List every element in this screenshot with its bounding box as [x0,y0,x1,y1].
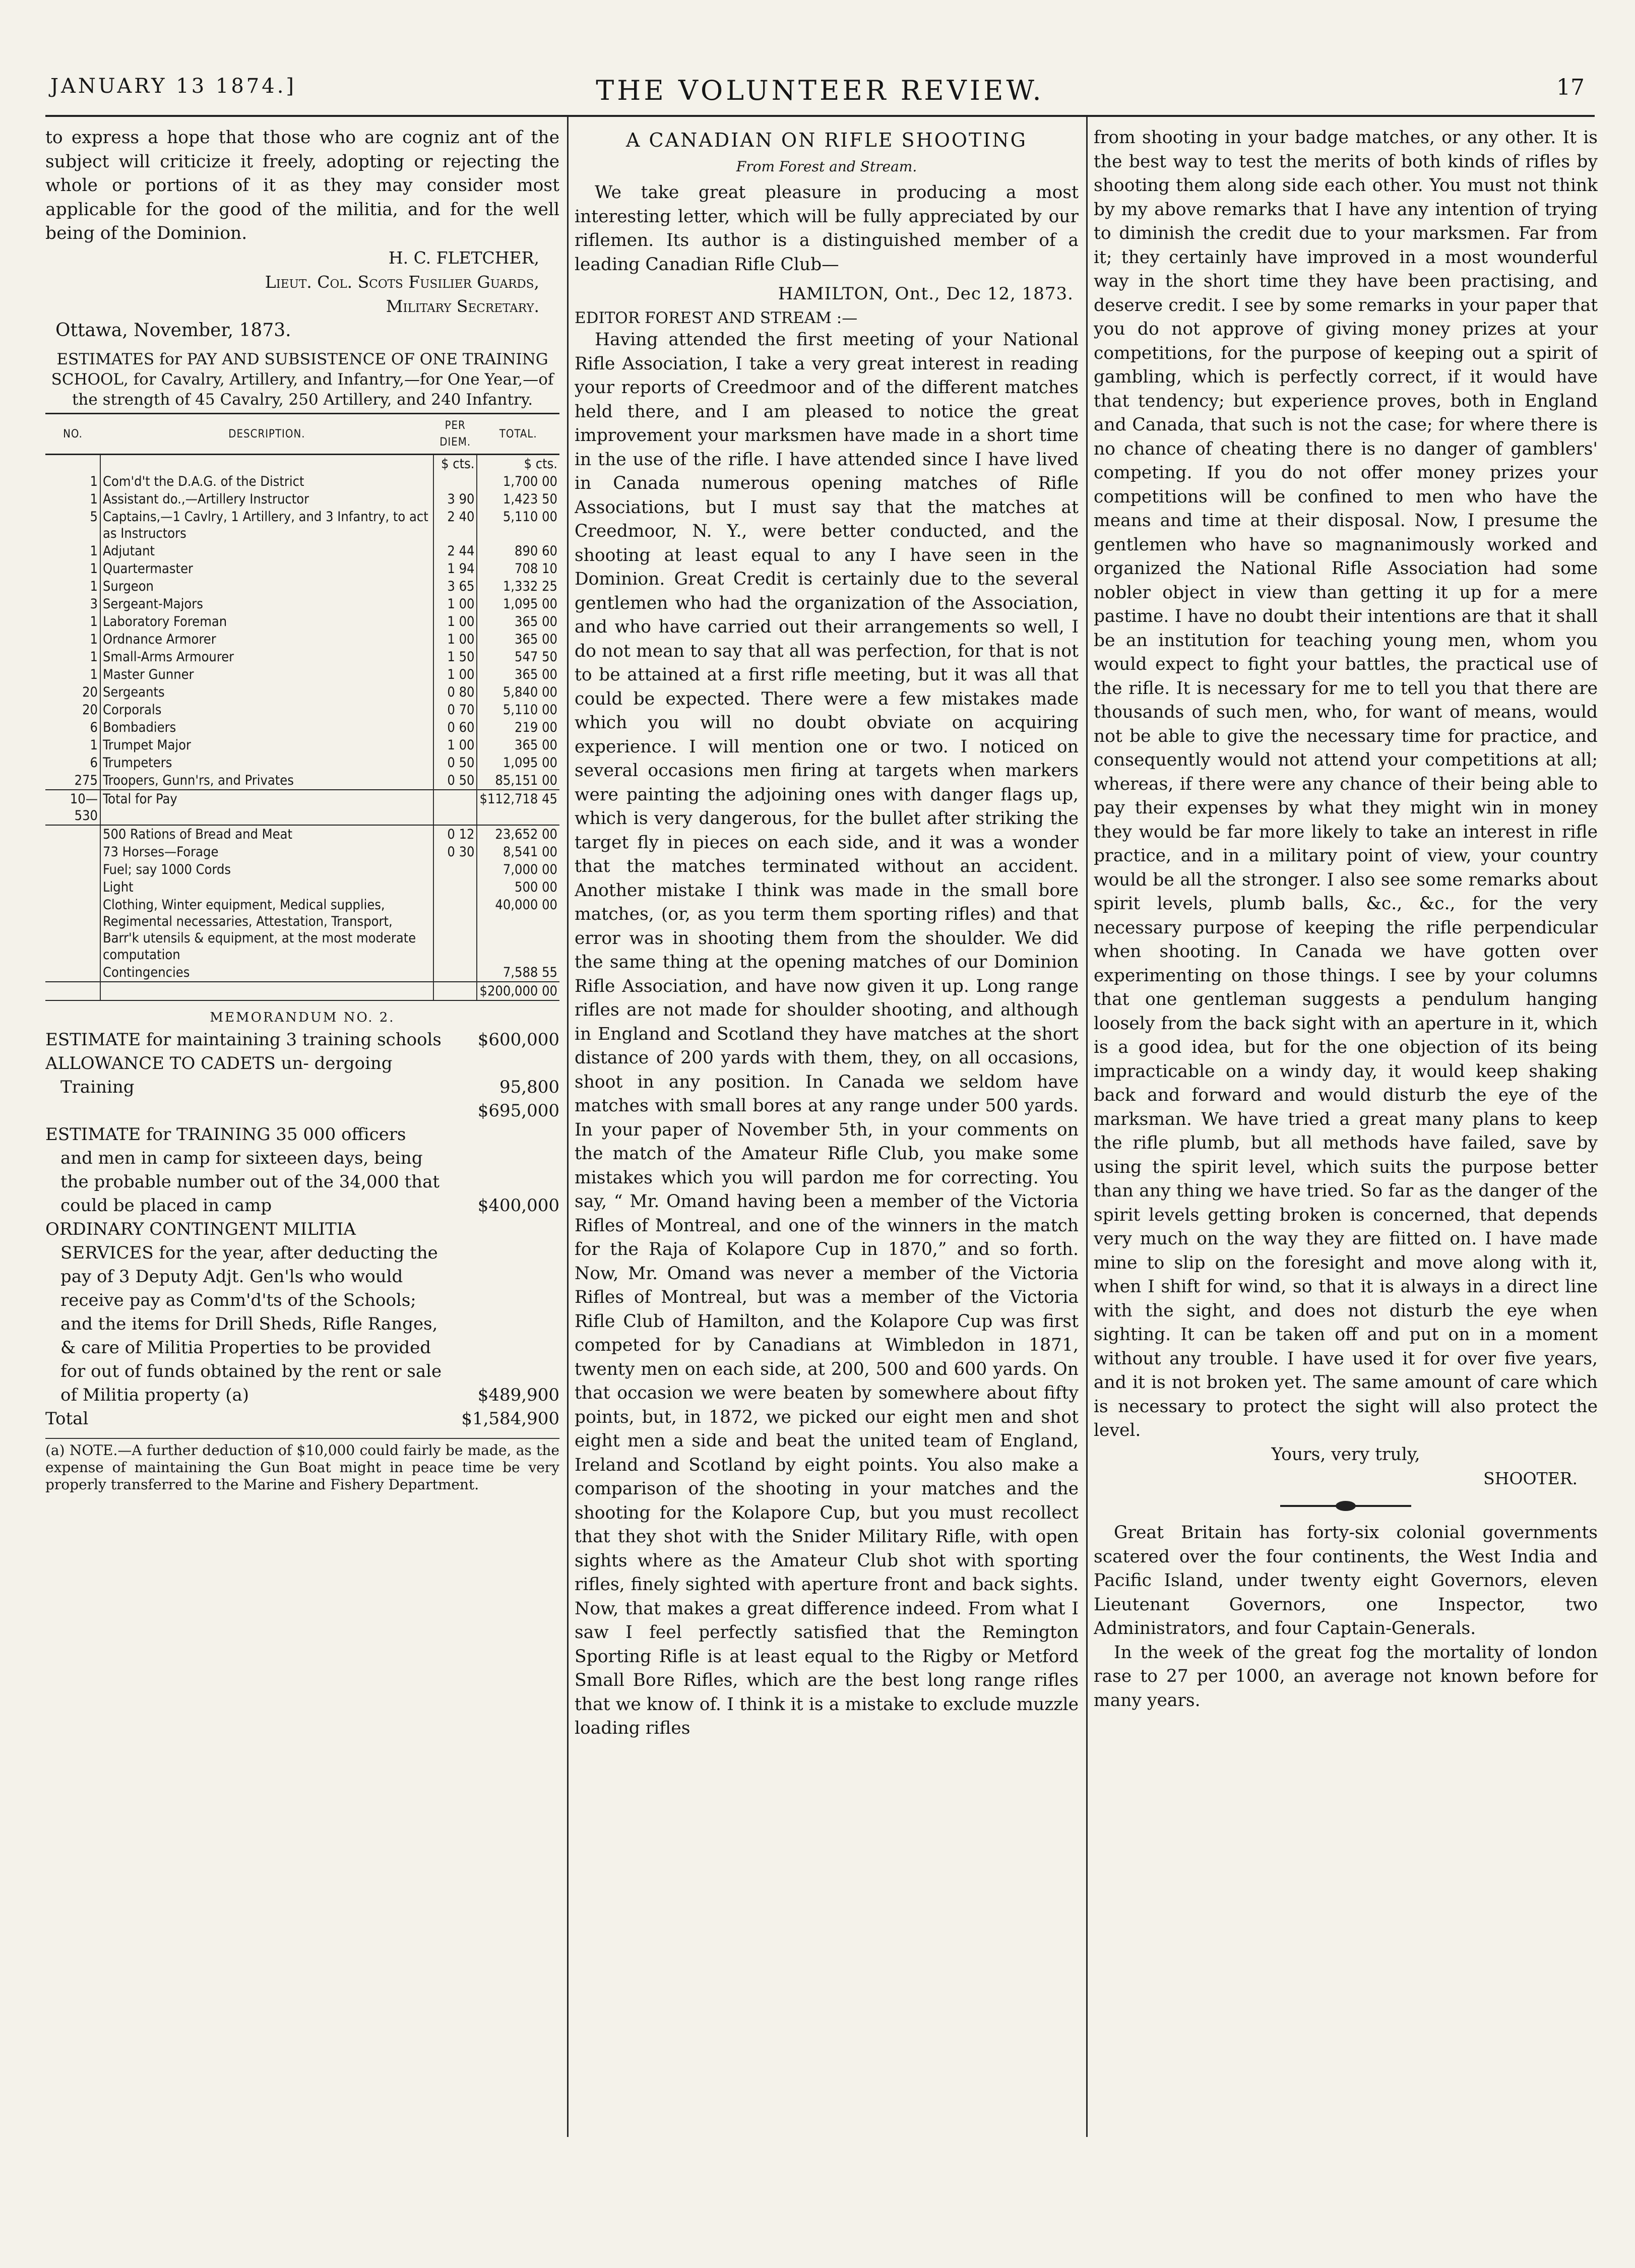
article-body-continued: from shooting in your badge matches, or any other. It is the best way to test the merits of both kinds of rifles by shooting them along side each other. You must not think by my above remarks that I have any intention of trying to diminish the credit due to your marksmen. Far from it; they certainly have improved in a most wounderful way in the short time they have been practising, and deserve credit. I see by some remarks in your paper that you do not approve of giving money prizes at your competitions, for the purpose of keeping out a spirit of gambling, which is perfectly correct, if it would have that tendency; but experience proves, both in England and Canada, that such is not the case; for where there is no chance of cheating there is no danger of gamblers' competing. If you do not offer money prizes your competitions will be confined to men who have the means and time at their disposal. Now, I presume the gentlemen who have so magnanimously worked and organized the National Rifle Association had some nobler object in view than getting it up for a mere pastime. I have no doubt their intentions are that it shall be an institution for teaching young men, whom you would expect to fight your battles, the practical use of the rifle. It is necessary for me to tell you that there are thousands of such men, who, for want of means, would not be able to give the necessary time for practice, and consequently would not attend your competitions at all; whereas, if there were any chance of their being able to pay their expenses by what they might win in money they would be far more likely to take an interest in rifle practice, and in a military point of view, your country would be all the stronger. I also see some remarks about spirit levels, plumb balls, &c., &c., for the very necessary purpose of keeping the rifle perpendicular when shooting. In Canada we have gotten over experimenting on those things. I see by your columns that one gentleman suggests a pendulum hanging loosely from the back sight with an aperture in it, which is a good idea, but for the one objection of its being impracticable on a windy day, it would keep shaking back and forward and would disturb the eye of the marksman. We have tried a great many plans to keep the rifle plumb, but all methods have failed, save by using the spirit level, which suits the purpose better than any thing we have tried. So far as the danger of the spirit levels getting broken is concerned, that depends very much on the way they are fiitted on. I have made mine to slip on the foresight and move along with it, when I shift for wind, so that it is always in a direct line with the sight, and does not disturb the eye when sighting. It can be taken off and put on in a moment without any trouble. I have used it for over five years, and it is not broken yet. The same amount of care which is necessary to protect the sight will also protect the level. [1094,128,1598,1440]
row-total: 1,095 00 [477,754,559,772]
row-description: Sergeant-Majors [100,595,433,613]
header-total: TOTAL. [477,414,559,455]
table-row [45,578,559,595]
table-row [45,843,559,861]
row-total: 1,095 00 [477,595,559,613]
table-row [45,508,559,542]
row-count [45,843,100,861]
row-count [45,825,100,843]
column-left [45,126,559,2233]
memorandum-label: ORDINARY CONTINGENT MILITIA SERVICES for the year, after deducting the pay of 3 Deputy Adjt. Gen'ls who would receive pay as Comm'd'ts of the Schools; and the items for Drill Sheds, Rifle Ranges, & care of Militia Properties to be provided for out of funds obtained by the rent or sale of Militia property (a) [45,1219,442,1405]
header-no: NO. [45,414,100,455]
units-row [45,455,559,473]
row-per-diem: 0 70 [433,701,477,719]
row-description: Captains,—1 Cavlry, 1 Artillery, and 3 Infantry, to act as Instructors [100,508,433,542]
estimates-table-body [45,455,559,1001]
row-count: 1 [90,632,98,647]
row-count: 1 [90,614,98,629]
row-per-diem: 1 00 [433,666,477,683]
row-description: 73 Horses—Forage [100,843,433,861]
row-per-diem [433,473,477,490]
table-row [45,701,559,719]
row-per-diem: 1 00 [433,736,477,754]
row-count: 20 [82,702,98,718]
row-description: 500 Rations of Bread and Meat [100,825,433,843]
row-description: Surgeon [100,578,433,595]
table-row [45,666,559,683]
row-per-diem: 0 80 [433,683,477,701]
table-row [45,595,559,613]
table-row [45,542,559,560]
memorandum-amount: $1,584,900 [461,1409,559,1429]
row-total: 500 00 [477,878,559,896]
table-row [45,648,559,666]
footnote: (a) NOTE.—A further deduction of $10,000 could fairly be made, as the expense of maintaining the Gun Boat might in peace time be very properly transferred to the Marine and Fishery Department. [45,1438,559,1493]
row-count: 1 [90,491,98,507]
row-description: Fuel; say 1000 Cords [100,861,433,878]
table-header-row [45,414,559,455]
table-row [45,754,559,772]
grand-total: $200,000 00 [477,982,559,1000]
signature-name: H. C. FLETCHER, [388,247,539,268]
row-count: 3 [90,596,98,612]
memorandum-item [45,1123,559,1218]
row-per-diem: 1 00 [433,631,477,648]
memorandum-label: ESTIMATE for TRAINING 35 000 officers and men in camp for sixteeen days, being the probable number out of the 34,000 that could be placed in camp [45,1124,440,1216]
table-total-row [45,790,559,825]
row-total: 5,840 00 [477,683,559,701]
row-total: 7,588 55 [477,964,559,982]
row-count: 1 [90,667,98,682]
row-per-diem: 0 50 [433,772,477,790]
row-count [45,964,100,982]
row-total: 5,110 00 [477,701,559,719]
row-total: 8,541 00 [477,843,559,861]
row-count: 10—530 [45,790,100,825]
row-total: 708 10 [477,560,559,578]
row-description: Bombadiers [100,719,433,736]
article-signature: SHOOTER. [1483,1469,1578,1488]
row-description: Trumpeters [100,754,433,772]
header-description: DESCRIPTION. [100,414,433,455]
row-total: 365 00 [477,631,559,648]
row-per-diem: 1 00 [433,613,477,631]
page-header [45,71,1595,116]
memorandum-item [45,1052,559,1099]
row-per-diem: 0 50 [433,754,477,772]
row-per-diem [433,964,477,982]
article-source: From Forest and Stream. [736,158,917,175]
memorandum-label: Total [45,1409,89,1429]
table-row [45,631,559,648]
table-row [45,861,559,878]
column-divider-1 [567,117,569,2137]
memorandum-amount: $600,000 [477,1030,559,1050]
row-total: 365 00 [477,613,559,631]
row-per-diem: 0 60 [433,719,477,736]
letter-conclusion: to express a hope that those who are cogniz ant of the subject will criticize it freely, adopting or rejecting the whole or portions of it as they may consider most applicable for the good of the militia, and for the well being of the Dominion. [45,128,559,243]
row-total: 1,332 25 [477,578,559,595]
newspaper-title: THE VOLUNTEER REVIEW. [596,75,1044,106]
page-number: 17 [1556,75,1585,100]
memorandum-heading: MEMORANDUM NO. 2. [210,1010,395,1025]
row-description: Contingencies [100,964,433,982]
row-count [45,878,100,896]
memorandum-list [45,1028,559,1431]
memorandum-item [45,1099,559,1123]
memorandum-amount: 95,800 [499,1077,559,1097]
unit-per-diem: $ cts. [433,455,477,473]
memorandum-item [45,1407,559,1431]
table-row [45,473,559,490]
estimates-heading: ESTIMATES for PAY AND SUBSISTENCE OF ONE TRAINING SCHOOL, for Cavalry, Artillery, and Infantry,—for One Year,—of the strength of 45 Cavalry, 250 Artillery, and 240 Infantry. [51,350,554,409]
table-row [45,613,559,631]
row-per-diem [433,896,477,964]
row-per-diem: 2 44 [433,542,477,560]
row-count: 5 [90,509,98,525]
section-ornament [1280,1505,1411,1507]
row-description: Assistant do.,—Artillery Instructor [100,490,433,508]
row-description: Ordnance Armorer [100,631,433,648]
row-description: Master Gunner [100,666,433,683]
row-count: 1 [90,561,98,577]
row-description: Corporals [100,701,433,719]
row-per-diem: 0 12 [433,825,477,843]
table-row [45,683,559,701]
header-per-diem: PER DIEM. [433,414,477,455]
row-per-diem [433,790,477,825]
row-total: 85,151 00 [477,772,559,790]
row-description: Clothing, Winter equipment, Medical supplies, Regimental necessaries, Attestation, Transport, Barr'k utensils & equipment, at the most moderate computation [100,896,433,964]
row-per-diem: 3 65 [433,578,477,595]
row-description: Troopers, Gunn'rs, and Privates [100,772,433,790]
table-row [45,490,559,508]
memorandum-item [45,1218,559,1407]
row-total: $112,718 45 [477,790,559,825]
row-total: 547 50 [477,648,559,666]
memorandum-item [45,1028,559,1052]
memorandum-label: ESTIMATE for maintaining 3 training schools [45,1030,442,1050]
row-per-diem: 0 30 [433,843,477,861]
signature-rank: Lieut. Col. Scots Fusilier Guards, [265,272,539,292]
letter-dateline: Ottawa, November, 1873. [55,320,291,341]
memorandum-label: ALLOWANCE TO CADETS un- dergoing Training [45,1053,393,1097]
memorandum-amount: $695,000 [477,1101,559,1121]
row-per-diem [433,878,477,896]
row-description: Com'd't the D.A.G. of the District [100,473,433,490]
column-divider-2 [1086,117,1088,2137]
row-per-diem: 1 00 [433,595,477,613]
news-item-colonies: Great Britain has forty-six colonial governments scatered over the four continents, the West India and Pacific Island, under twenty eight Governors, eleven Lieutenant Governors, one Inspector, two Administrators, and four Captain-Generals. [1094,1523,1598,1639]
row-per-diem: 1 94 [433,560,477,578]
table-row [45,719,559,736]
table-row [45,896,559,964]
article-intro: We take great pleasure in producing a most interesting letter, which will be fully appreciated by our riflemen. Its author is a distinguished member of a leading Canadian Rifle Club— [575,182,1079,275]
row-count: 20 [82,684,98,700]
row-count: 1 [90,579,98,594]
unit-total: $ cts. [477,455,559,473]
header-rule [45,115,1595,117]
article-closing: Yours, very truly, [1271,1444,1420,1465]
row-description: Sergeants [100,683,433,701]
row-description: Light [100,878,433,896]
row-count: 1 [90,737,98,753]
row-description: Small-Arms Armourer [100,648,433,666]
table-row [45,964,559,982]
estimates-table [45,413,559,1001]
row-total: 365 00 [477,666,559,683]
article-dateline: HAMILTON, Ont., Dec 12, 1873. [778,284,1074,304]
table-grand-total-row [45,982,559,1000]
row-count: 1 [90,543,98,559]
article-salutation: EDITOR FOREST AND STREAM :— [575,309,858,327]
row-total: 1,423 50 [477,490,559,508]
row-count: 6 [90,720,98,735]
issue-date: JANUARY 13 1874.] [50,75,297,98]
row-total: 7,000 00 [477,861,559,878]
row-count: 275 [74,773,98,788]
table-row [45,560,559,578]
signature-office: Military Secretary. [386,296,539,316]
row-description: Trumpet Major [100,736,433,754]
column-right [1094,126,1598,2233]
row-per-diem: 2 40 [433,508,477,542]
table-row [45,772,559,790]
row-total: 219 00 [477,719,559,736]
table-row [45,825,559,843]
row-count [45,861,100,878]
row-total: 23,652 00 [477,825,559,843]
row-count: 1 [90,649,98,665]
row-description: Laboratory Foreman [100,613,433,631]
article-body: Having attended the first meeting of your National Rifle Association, I take a very great interest in reading your reports of Creedmoor and of the different matches held there, and I am pleased to notice the great improvement your marksmen have made in a short time in the use of the rifle. I have attended since I have lived in Canada numerous opening matches of Rifle Associations, but I must say that the matches at Creedmoor, N. Y., were better conducted, and the shooting at least equal to any I have seen in the Dominion. Great Credit is certainly due to the several gentlemen who had the organization of the Association, and who have carried out their arrangements so well, I do not mean to say that all was perfection, for that is not to be attained at a first rifle meeting, but it was all that could be expected. There were a few mistakes made which you will no doubt obviate on acquiring experience. I will mention one or two. I noticed on several occasions men firing at targets when markers were painting the adjoining ones with danger flags up, which is very dangerous, for the bullet after striking the target fly in pieces on each side, and it was a wonder that the matches terminated without an accident. Another mistake I think was made in the small bore matches, (or, as you term them sporting rifles) and that error was in shooting them from the shoulder. We did the same thing at the opening matches of our Dominion Rifle Association, and have now given it up. Long range rifles are not made for shoulder shooting, and although in England and Scotland they have matches at the short distance of 200 yards with them, they, on all occasions, shoot in any position. In Canada we seldom have matches with small bores at any range under 500 yards. In your paper of November 5th, in your comments on the match of the Amateur Rifle Club, you make some mistakes which you will pardon me for correcting. You say, “ Mr. Omand having been a member of the Victoria Rifles of Montreal, and one of the winners in the match for the Raja of Kolapore Cup in 1870,” and so forth. Now, Mr. Omand was never a member of the Victoria Rifles of Montreal, but was a member of the Victoria Rifle Club of Hamilton, and the Kolapore Cup was first competed for by Canadians at Wimbledon in 1871, twenty men on each side, at 200, 500 and 600 yards. On that occasion we were beaten by somewhere about fifty points, but, in 1872, we picked our eight men and shot eight men a side and beat the united team of England, Ireland and Scotland by eight points. You also make a comparison of the shooting in your matches and the shooting for the Kolapore Cup, but you must recollect that they shot with the Snider Military Rifle, with open sights where as the Amateur Club shot with sporting rifles, finely sighted with aperture front and back sights. Now, that makes a great difference indeed. From what I saw I feel perfectly satisfied that the Remington Sporting Rifle is at least equal to the Rigby or Metford Small Bore Rifles, which are the best long range rifles that we know of. I think it is a mistake to exclude muzzle loading rifles [575,330,1079,1738]
row-count: 1 [90,474,98,489]
row-total: 5,110 00 [477,508,559,542]
memorandum-label [45,1099,444,1123]
row-description: Quartermaster [100,560,433,578]
row-total: 40,000 00 [477,896,559,964]
table-row [45,878,559,896]
row-total: 365 00 [477,736,559,754]
article-title: A CANADIAN ON RIFLE SHOOTING [626,129,1027,151]
row-per-diem [433,861,477,878]
memorandum-amount: $489,900 [477,1385,559,1405]
news-item-fog: In the week of the great fog the mortality of london rase to 27 per 1000, an average not known before for many years. [1094,1642,1598,1711]
table-row [45,736,559,754]
row-total: 1,700 00 [477,473,559,490]
row-count: 6 [90,755,98,771]
row-count [45,896,100,964]
memorandum-amount: $400,000 [477,1195,559,1216]
row-per-diem: 1 50 [433,648,477,666]
column-middle [575,126,1079,2233]
row-per-diem: 3 90 [433,490,477,508]
row-total: 890 60 [477,542,559,560]
row-description: Adjutant [100,542,433,560]
row-description: Total for Pay [100,790,433,825]
